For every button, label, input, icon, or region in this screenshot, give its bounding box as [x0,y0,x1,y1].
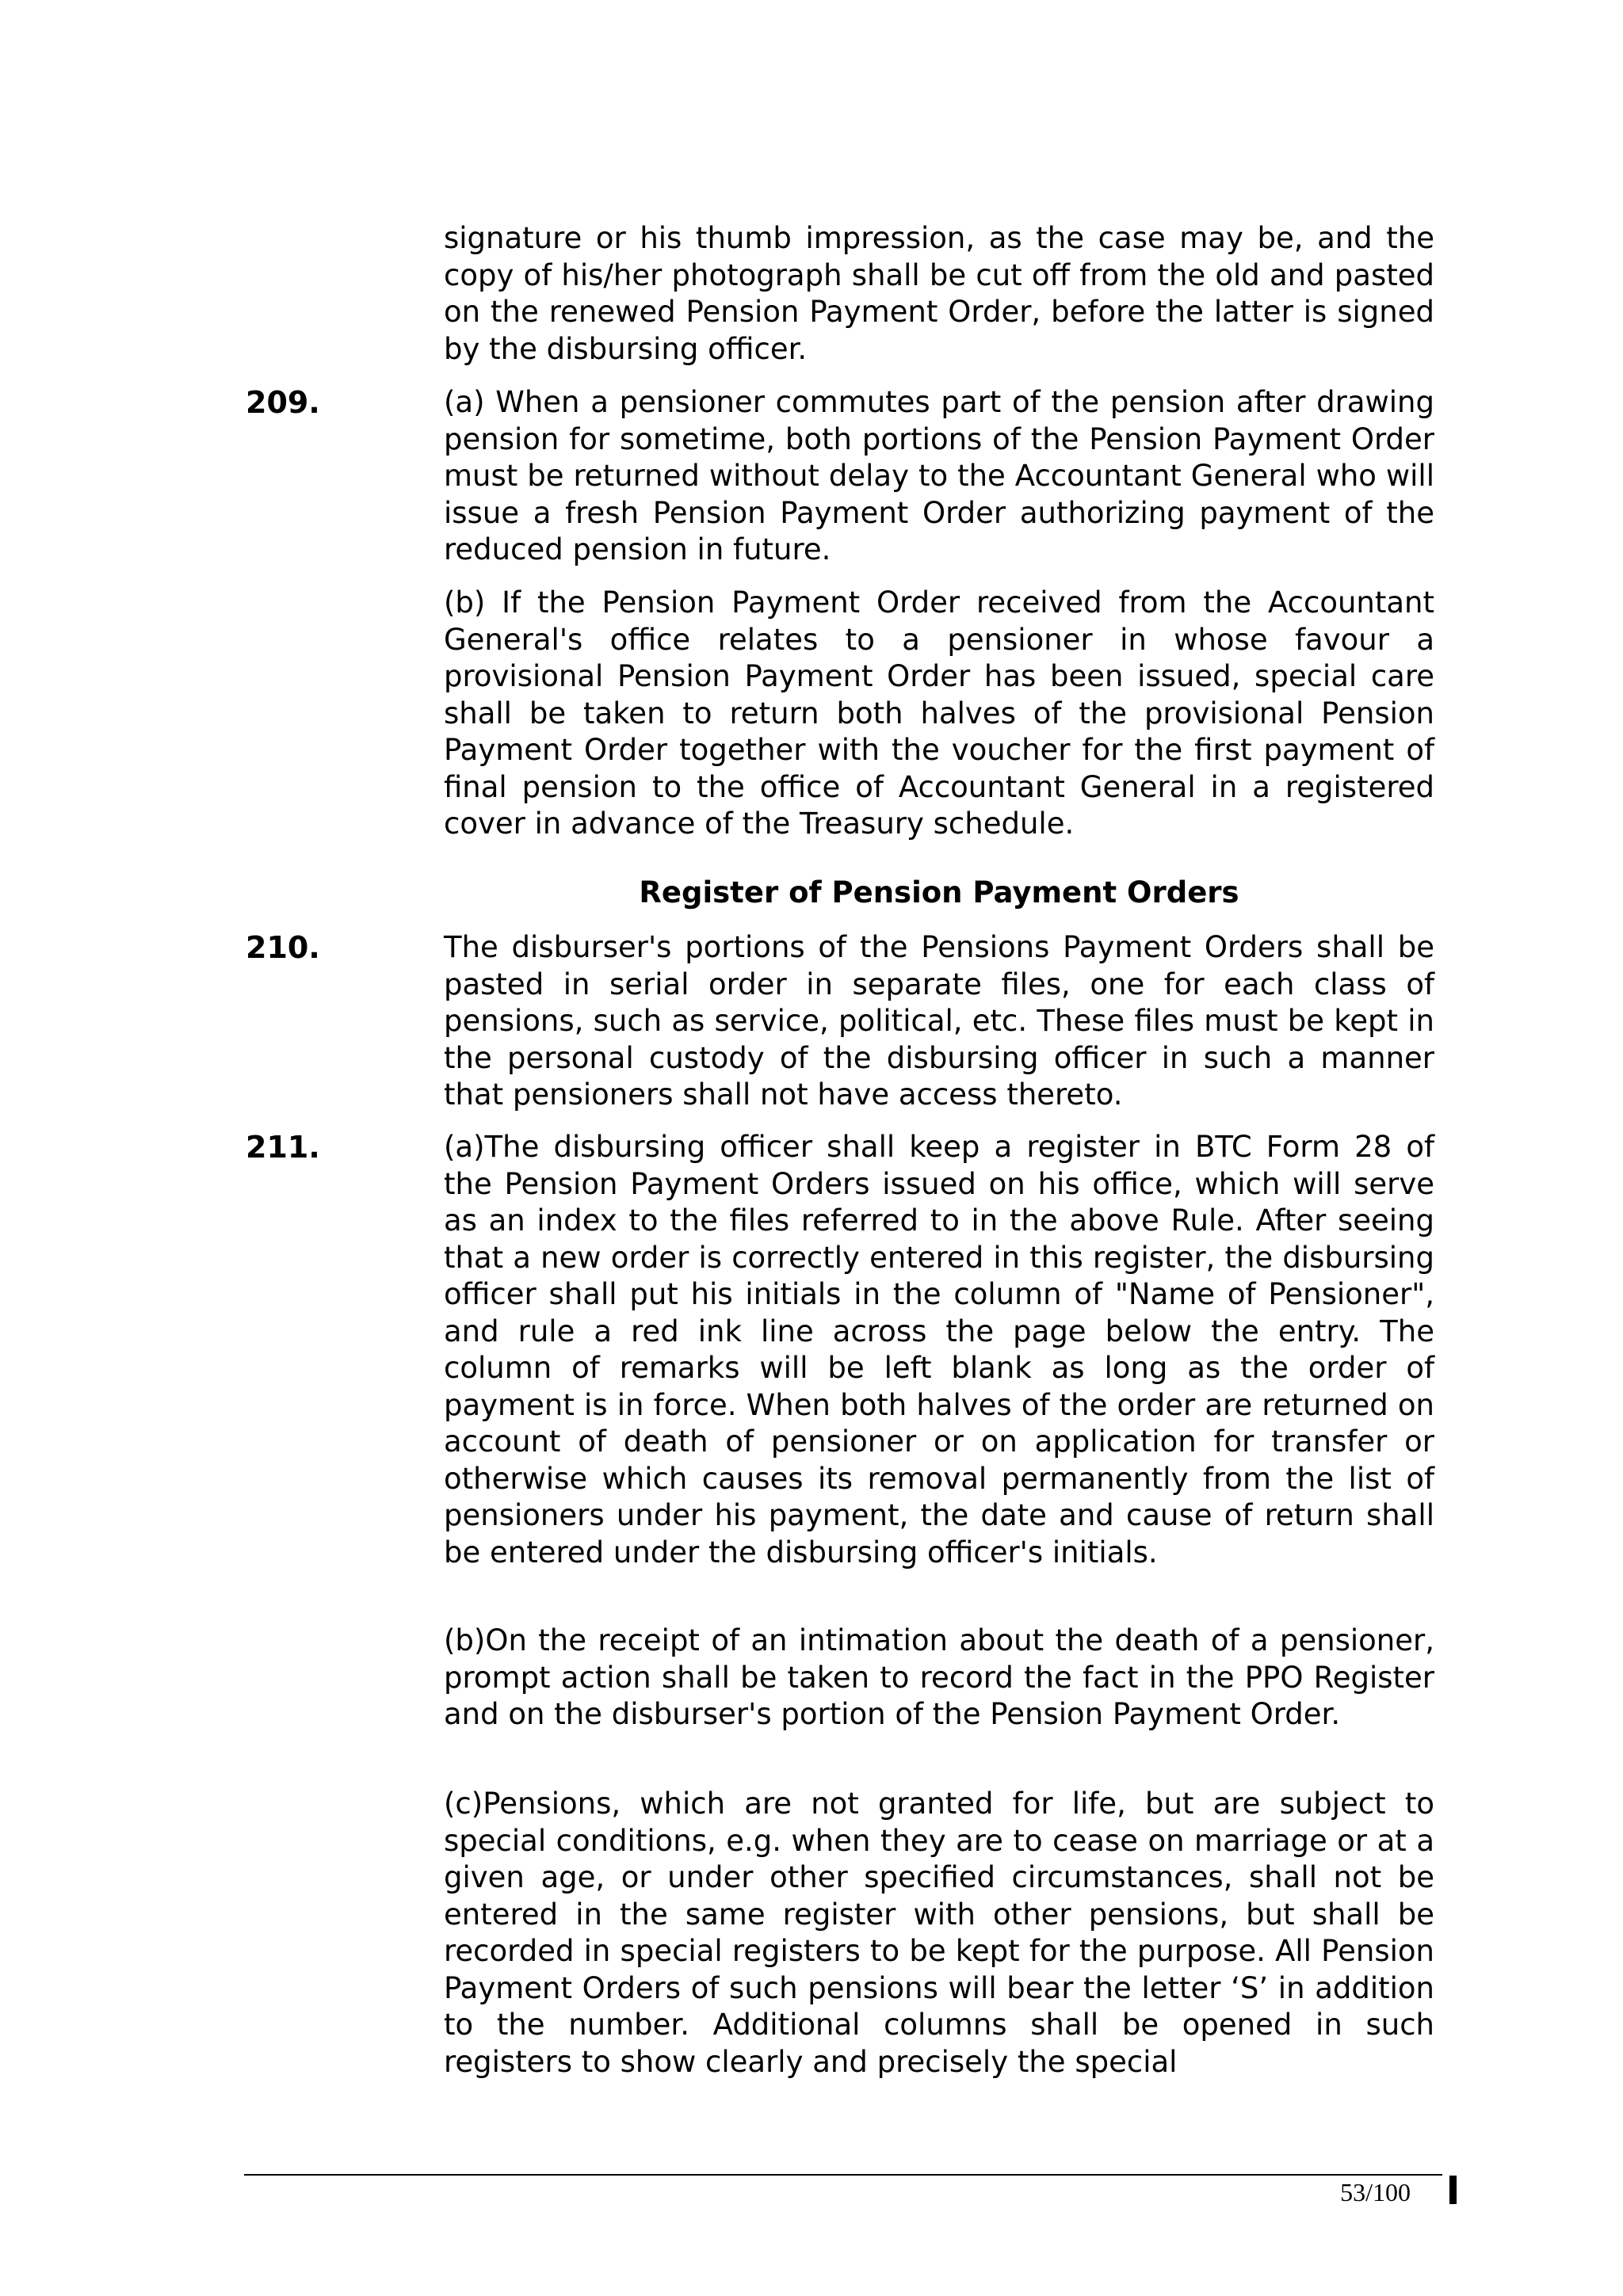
rule-211-c [444,1786,1434,2081]
rule-number-211: 211. [246,1130,320,1165]
paragraph-text: (a) When a pensioner commutes part of the pension after drawing pension for sometime, both portions of the Pension Payment Order must be returned without delay to the Accountant General who will issue a fresh Pension Payment Order authorizing payment of the reduced pension in future. [444,385,1434,566]
section-heading: Register of Pension Payment Orders [639,875,1239,910]
footer-rule [244,2174,1442,2176]
rule-210 [444,929,1434,1114]
continued-paragraph [444,220,1434,368]
paragraph-text: The disburser's portions of the Pensions Payment Orders shall be pasted in serial order in separate files, one for each class of pensions, such as service, political, etc. These files must be kept in the personal custody of the disbursing officer in such a manner that pensioners shall not have access thereto. [444,930,1434,1112]
footer-bar-mark [1449,2176,1457,2204]
rule-209-b [444,585,1434,843]
rule-number-209: 209. [246,385,320,420]
paragraph-text: (a)The disbursing officer shall keep a register in BTC Form 28 of the Pension Payment Orders issued on his office, which will serve as an index to the files referred to in the above Rule. After seeing that a new order is correctly entered in this register, the disbursing officer shall put his initials in the column of "Name of Pensioner", and rule a red ink line across the page below the entry. The column of remarks will be left blank as long as the order of payment is in force. When both halves of the order are returned on account of death of pensioner or on application for transfer or otherwise which causes its removal permanently from the list of pensioners under his payment, the date and cause of return shall be entered under the disbursing officer's initials. [444,1130,1434,1569]
paragraph-text: (b) If the Pension Payment Order received from the Accountant General's office relates to a pensioner in whose favour a provisional Pension Payment Order has been issued, special care shall be taken to return both halves of the provisional Pension Payment Order together with the voucher for the first payment of final pension to the office of Accountant General in a registered cover in advance of the Treasury schedule. [444,585,1434,841]
page-number: 53/100 [1340,2178,1411,2206]
rule-number-210: 210. [246,930,320,965]
paragraph-text: signature or his thumb impression, as the case may be, and the copy of his/her photograph shall be cut off from the old and pasted on the renewed Pension Payment Order, before the latter is signed by the disbursing officer. [444,221,1434,366]
paragraph-text: (b)On the receipt of an intimation about the death of a pensioner, prompt action shall be taken to record the fact in the PPO Register and on the disburser's portion of the Pension Payment Order. [444,1623,1434,1731]
paragraph-text: (c)Pensions, which are not granted for life, but are subject to special conditions, e.g. when they are to cease on marriage or at a given age, or under other specified circumstances, shall not be entered in the same register with other pensions, but shall be recorded in special registers to be kept for the purpose. All Pension Payment Orders of such pensions will bear the letter ‘S’ in addition to the number. Additional columns shall be opened in such registers to show clearly and precisely the special [444,1787,1434,2079]
rule-209-a [444,384,1434,569]
rule-211-a [444,1129,1434,1571]
rule-211-b [444,1623,1434,1733]
